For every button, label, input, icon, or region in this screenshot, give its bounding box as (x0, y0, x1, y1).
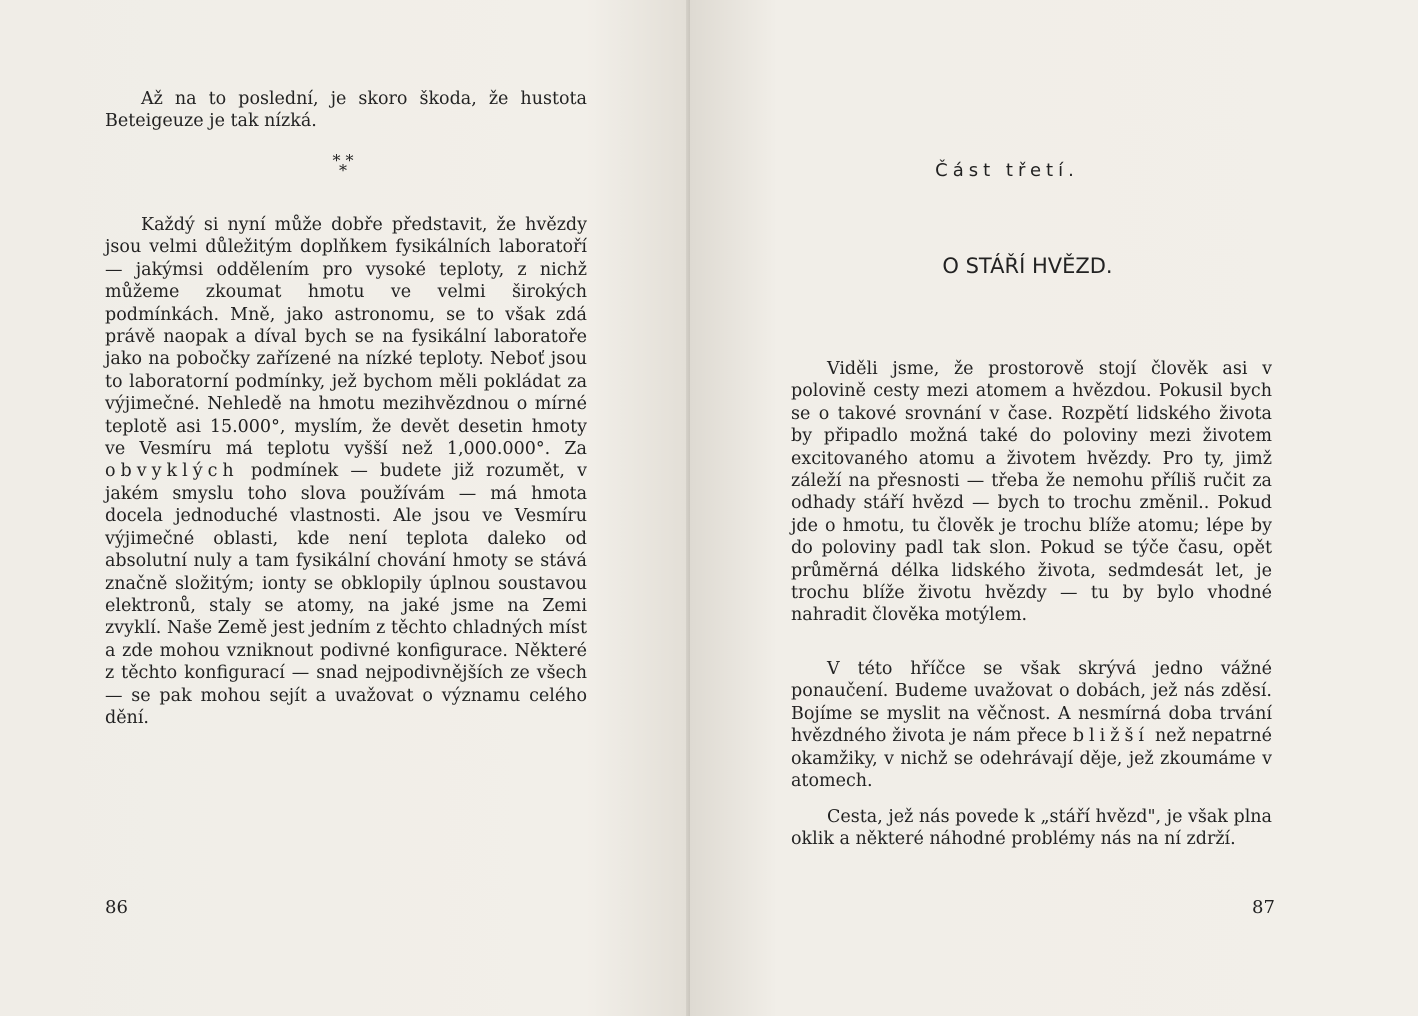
p2-text-1: V této hříčce se však skrývá jedno vážné ponaučení. Budeme uvažovat o dobách, jež nás zděsí. Bojíme se myslit na věčnost. A nesmírná doba trvání hvězdného života je nám přece (791, 659, 1272, 747)
body-paragraph (105, 214, 587, 729)
body-emphasis: obvyklých (105, 461, 239, 482)
right-paragraph-2 (791, 658, 1272, 792)
page-number-right: 87 (1252, 897, 1275, 918)
right-paragraph-3: Cesta, jež nás povede k „stáří hvězd", je však plna oklik a některé náhodné problémy nás na ní zdrží. (791, 807, 1272, 850)
left-page (0, 0, 690, 1016)
p2-emphasis: bližší (1072, 726, 1150, 747)
body-text-2: podmínek — budete již rozumět, v jakém smyslu toho slova používám — má hmota docela jednoduché vlastnosti. Ale jsou ve Vesmíru výjimečné oblasti, kde není teplota daleko od absolutní nuly a tam fysikální chování hmoty se stává značně složitým; ionty se obklopily úplnou soustavou elektronů, staly se atomy, na jaké jsme na Zemi zvyklí. Naše Země jest jedním z těchto chladných míst a zde mohou vzniknout podivné konfigurace. Některé z těchto konfigurací — snad nejpodivnějších ze všech — se pak mohou sejít a uvažovat o významu celého dění. (105, 461, 587, 728)
part-title: Část třetí. (935, 160, 1079, 181)
body-text-1: Každý si nyní může dobře představit, že hvězdy jsou velmi důležitým doplňkem fysikálních laboratoří — jakýmsi oddělením pro vysoké teploty, z nichž můžeme zkoumat hmotu ve velmi širokých podmínkách. Mně, jako astronomu, se to však zdá právě naopak a díval bych se na fysikální laboratoře jako na pobočky zařízené na nízké teploty. Neboť jsou to laboratorní podmínky, jež bychom měli pokládat za výjimečné. Nehledě na hmotu mezihvězdnou o mírné teplotě asi 15.000°, myslím, že devět desetin hmoty ve Vesmíru má teplotu vyšší než 1,000.000°. Za (105, 215, 587, 460)
chapter-title: O STÁŘÍ HVĚZD. (942, 254, 1113, 278)
page-number-left: 86 (105, 897, 128, 918)
intro-paragraph: Až na to poslední, je skoro škoda, že hustota Beteigeuze je tak nízká. (105, 89, 587, 132)
p2-text-2: než nepatrné okamžiky, v nichž se odehrávají děje, jež zkoumáme v atomech. (791, 726, 1272, 792)
asterism: * * * (332, 151, 354, 180)
right-paragraph-1: Viděli jsme, že prostorově stojí člověk asi v polovině cesty mezi atomem a hvězdou. Pokusil bych se o takové srovnání v čase. Rozpětí lidského života by připadlo možná také do poloviny mezi životem excitovaného atomu a životem hvězdy. Pro ty, jimž záleží na přesnosti — třeba že nemohu příliš ručit za odhady stáří hvězd — bych to trochu změnil.. Pokud jde o hmotu, tu člověk je trochu blíže atomu; lépe by do poloviny padl tak slon. Pokud se týče času, opět průměrná délka lidského života, sedmdesát let, je trochu blíže životu hvězdy — tu by bylo vhodné nahradit člověka motýlem. (791, 359, 1272, 626)
